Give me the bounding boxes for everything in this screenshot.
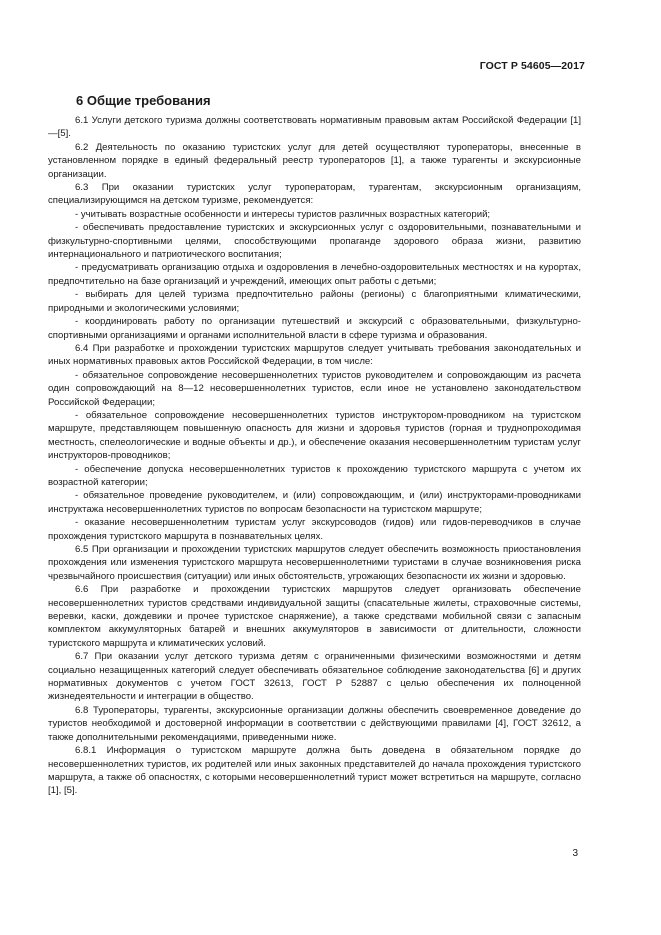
page-number: 3 xyxy=(572,848,578,859)
list-item: - оказание несовершеннолетним туристам услуг экскурсоводов (гидов) или гидов-переводчиков в случае прохождения туристского маршрута в познавательных целях. xyxy=(48,517,581,542)
document-body xyxy=(48,114,581,798)
paragraph: 6.4 При разработке и прохождении туристских маршрутов следует учитывать требования законодательных и иных нормативных правовых актов Российской Федерации, в том числе: xyxy=(48,342,581,368)
list-item: - обеспечивать предоставление туристских и экскурсионных услуг с оздоровительными, познавательными и физкультурно-спортивными целями, способствующими пропаганде здорового образа жизни, развитию интернационального и патриотического воспитания; xyxy=(48,222,581,261)
paragraph: 6.8.1 Информация о туристском маршруте должна быть доведена в обязательном порядке до несовершеннолетних туристов, их родителей или иных законных представителей до начала прохождения туристского маршрута, а также об опасностях, с которыми несовершеннолетний турист может встретиться на маршруте, согласно [1], [5]. xyxy=(48,745,581,797)
list-item: - координировать работу по организации путешествий и экскурсий с образовательными, физкультурно-спортивными организациями и органами исполнительной власти в сфере туризма и образования. xyxy=(48,316,581,341)
list-item: - предусматривать организацию отдыха и оздоровления в лечебно-оздоровительных местностях и на курортах, предпочтительно на базе организаций и учреждений, имеющих опыт работы с детьми; xyxy=(48,262,581,287)
list-item: - обязательное проведение руководителем, и (или) сопровождающим, и (или) инструкторами-проводниками инструктажа несовершеннолетних туристов по вопросам безопасности на туристском маршруте; xyxy=(48,490,581,515)
paragraph: 6.6 При разработке и прохождении туристских маршрутов следует организовать обеспечение несовершеннолетних туристов средствами индивидуальной защиты (спасательные жилеты, страховочные системы, веревки, каски, дождевики и прочее туристское снаряжение), а также средствами мобильной связи с запасным комплектом аккумуляторных батарей и внешних аккумуляторов в зависимости от длительности, сложности туристского маршрута и климатических условий. xyxy=(48,584,581,649)
list-item: - обязательное сопровождение несовершеннолетних туристов инструктором-проводником на туристском маршруте, представляющем повышенную опасность для жизни и здоровья туристов (горная и труднопроходимая местность, спелеологические и водные объекты и др.), и обеспечение оказания несовершеннолетним туристам услуг инструкторов-проводников; xyxy=(48,409,581,462)
paragraph: 6.1 Услуги детского туризма должны соответствовать нормативным правовым актам Российской Федерации [1]—[5]. xyxy=(48,115,581,140)
list-item: - обязательное сопровождение несовершеннолетних туристов руководителем и сопровождающим из расчета один сопровождающий на 8—12 несовершеннолетних туристов, если иное не установлено законодательством Российской Федерации; xyxy=(48,369,581,408)
paragraph: 6.7 При оказании услуг детского туризма детям с ограниченными физическими возможностями и детям социально незащищенных категорий следует обеспечивать обязательное соблюдение законодательства [6] и других нормативных документов с учетом ГОСТ 32613, ГОСТ Р 52887 с целью обеспечения их полноценной жизнедеятельности и интеграции в общество. xyxy=(48,651,581,703)
paragraph: 6.2 Деятельность по оказанию туристских услуг для детей осуществляют туроператоры, внесенные в установленном порядке в единый федеральный реестр туроператоров [1], а также турагенты и экскурсионные организации. xyxy=(48,141,581,180)
list-item: - выбирать для целей туризма предпочтительно районы (регионы) с благоприятными климатическими, природными и экологическими условиями; xyxy=(48,289,581,314)
paragraph: 6.8 Туроператоры, турагенты, экскурсионные организации должны обеспечить своевременное доведение до туристов необходимой и достоверной информации в соответствии с действующими правилами [4], ГОСТ 32612, а также дополнительными рекомендациями, приведенными ниже. xyxy=(48,704,581,743)
list-item: - обеспечение допуска несовершеннолетних туристов к прохождению туристского маршрута с учетом их возрастной категории; xyxy=(48,463,581,488)
document-id: ГОСТ Р 54605—2017 xyxy=(479,60,585,72)
paragraph: 6.3 При оказании туристских услуг туроператорам, турагентам, экскурсионным организациям, специализирующимся на детском туризме, рекомендуется: xyxy=(48,182,581,207)
section-title: 6 Общие требования xyxy=(76,93,211,108)
list-item: - учитывать возрастные особенности и интересы туристов различных возрастных категорий; xyxy=(75,208,491,220)
paragraph: 6.5 При организации и прохождении туристских маршрутов следует обеспечить возможность приостановления прохождения или изменения туристского маршрута несовершеннолетними туристами в случае возникновения риска чрезвычайного происшествия (ситуации) или иных обстоятельств, угрожающих безопасности их жизни и здоровью. xyxy=(48,544,581,582)
